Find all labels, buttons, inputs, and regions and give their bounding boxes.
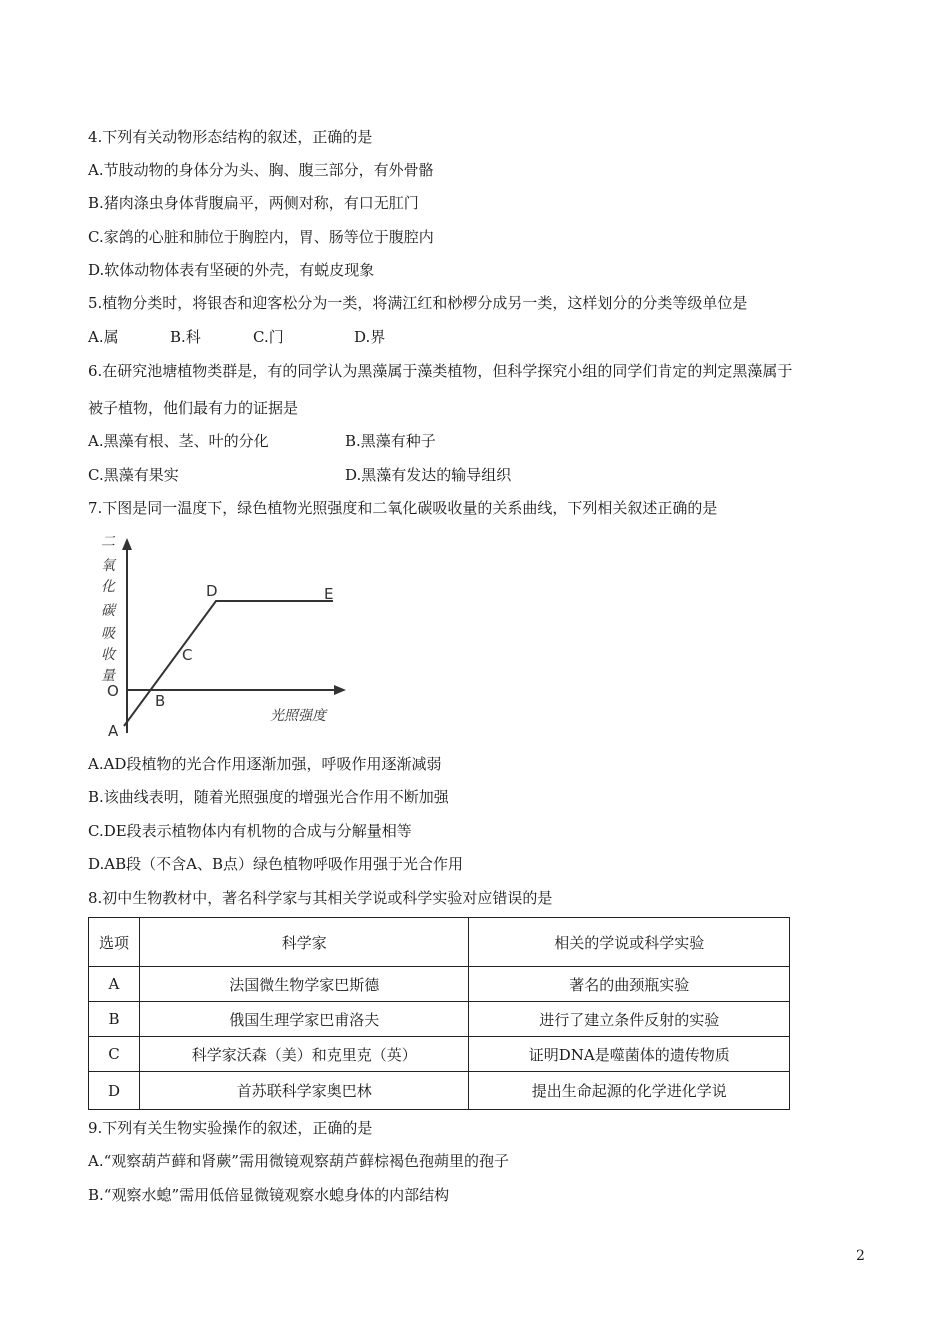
cell-theory: 证明DNA是噬菌体的遗传物质 (469, 1037, 790, 1072)
cell-scientist: 俄国生理学家巴甫洛夫 (139, 1002, 469, 1037)
page-number: 2 (856, 1248, 865, 1264)
table-row (89, 1037, 790, 1072)
point-label-b: B (155, 692, 166, 710)
x-axis-arrow (334, 685, 346, 695)
q6-option-c: C.黑藻有果实 (88, 466, 179, 484)
q5-option-a: A.属 (88, 328, 119, 346)
q4-stem: 4.下列有关动物形态结构的叙述，正确的是 (88, 128, 373, 146)
q7-option-c: C.DE段表示植物体内有机物的合成与分解量相等 (88, 822, 412, 840)
q4-option-b: B.猪肉涤虫身体背腹扁平，两侧对称，有口无肛门 (88, 194, 419, 212)
q9-option-b: B.“观察水螅”需用低倍显微镜观察水螅身体的内部结构 (88, 1186, 450, 1204)
y-axis-label (101, 534, 118, 684)
q6-options-row1 (88, 431, 688, 451)
q4-option-a: A.节肢动物的身体分为头、胸、腹三部分，有外骨骼 (88, 161, 434, 179)
q9-stem: 9.下列有关生物实验操作的叙述，正确的是 (88, 1119, 373, 1137)
q6-stem-line2: 被子植物，他们最有力的证据是 (88, 399, 299, 417)
q5-option-c: C.门 (253, 328, 284, 346)
q7-option-a: A.AD段植物的光合作用逐渐加强，呼吸作用逐渐减弱 (88, 755, 442, 773)
cell-option: A (89, 967, 140, 1002)
point-label-e: E (324, 585, 334, 603)
y-label-char: 收 (101, 647, 115, 663)
co2-light-curve-figure (98, 528, 368, 748)
header-scientist: 科学家 (139, 918, 469, 967)
q7-option-d: D.AB段（不含A、B点）绿色植物呼吸作用强于光合作用 (88, 855, 463, 873)
q5-option-b: B.科 (170, 328, 201, 346)
table-header-row (89, 918, 790, 967)
cell-theory: 著名的曲颈瓶实验 (469, 967, 790, 1002)
cell-scientist: 法国微生物学家巴斯德 (139, 967, 469, 1002)
q8-stem: 8.初中生物教材中，著名科学家与其相关学说或科学实验对应错误的是 (88, 889, 553, 907)
y-label-char: 碳 (101, 603, 115, 619)
table-row (89, 967, 790, 1002)
point-label-c: C (182, 646, 193, 664)
header-theory: 相关的学说或科学实验 (469, 918, 790, 967)
q4-option-c: C.家鸽的心脏和肺位于胸腔内，胃、肠等位于腹腔内 (88, 228, 434, 246)
point-label-d: D (206, 582, 218, 600)
cell-theory: 提出生命起源的化学进化学说 (469, 1072, 790, 1110)
q5-options (88, 327, 488, 347)
q6-option-d: D.黑藻有发达的输导组织 (345, 466, 512, 484)
q6-option-b: B.黑藻有种子 (345, 432, 436, 450)
cell-option: C (89, 1037, 140, 1072)
y-axis-arrow (122, 538, 132, 550)
q9-option-a: A.“观察葫芦藓和肾蕨”需用微镜观察葫芦藓棕褐色孢蒴里的孢子 (88, 1152, 509, 1170)
y-label-char: 化 (101, 579, 115, 595)
table-row (89, 1002, 790, 1037)
q5-option-d: D.界 (354, 328, 386, 346)
q6-options-row2 (88, 465, 688, 485)
x-axis-label: 光照强度 (270, 708, 326, 724)
q6-stem-line1: 6.在研究池塘植物类群是，有的同学认为黑藻属于藻类植物，但科学探究小组的同学们肯定的判定黑藻属于 (88, 362, 793, 380)
header-option: 选项 (89, 918, 140, 967)
y-label-char: 二 (101, 534, 115, 550)
q4-option-d: D.软体动物体表有坚硬的外壳，有蜕皮现象 (88, 261, 375, 279)
q7-stem: 7.下图是同一温度下，绿色植物光照强度和二氧化碳吸收量的关系曲线，下列相关叙述正确的是 (88, 499, 718, 517)
cell-scientist: 首苏联科学家奥巴林 (139, 1072, 469, 1110)
y-label-char: 量 (101, 668, 115, 684)
cell-scientist: 科学家沃森（美）和克里克（英） (139, 1037, 469, 1072)
point-label-a: A (108, 722, 119, 740)
q6-option-a: A.黑藻有根、茎、叶的分化 (88, 432, 269, 450)
cell-option: D (89, 1072, 140, 1110)
table-row (89, 1072, 790, 1110)
q5-stem: 5.植物分类时，将银杏和迎客松分为一类，将满江红和桫椤分成另一类，这样划分的分类等级单位是 (88, 294, 748, 312)
cell-theory: 进行了建立条件反射的实验 (469, 1002, 790, 1037)
q7-option-b: B.该曲线表明，随着光照强度的增强光合作用不断加强 (88, 788, 449, 806)
y-label-char: 吸 (101, 626, 115, 642)
y-label-char: 氧 (101, 558, 115, 574)
point-label-o: O (107, 682, 119, 700)
scientist-table (88, 917, 790, 1110)
cell-option: B (89, 1002, 140, 1037)
